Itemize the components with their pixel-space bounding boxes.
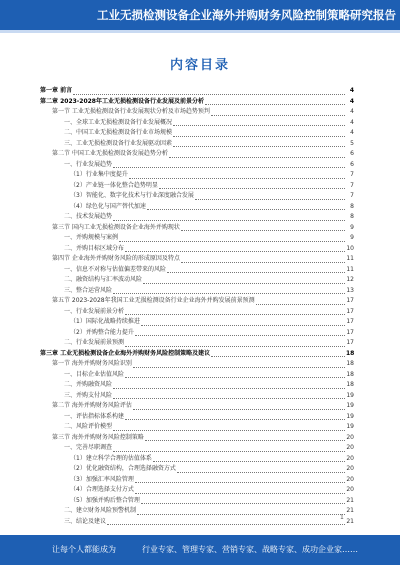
toc-entry[interactable] <box>40 286 354 297</box>
toc-leader-dots <box>125 314 345 315</box>
toc-leader-dots <box>159 188 345 189</box>
toc-entry-title: 一、信息不对称与估值偏差带来的风险 <box>64 265 167 273</box>
toc-entry-page: 12 <box>346 276 354 283</box>
toc-entry[interactable] <box>40 485 354 496</box>
toc-leader-dots <box>211 115 345 116</box>
toc-leader-dots <box>143 283 345 284</box>
toc-entry-title: 二、并购目标区域分布 <box>64 244 125 252</box>
toc-entry-title: （2）优化融资结构，合理选择融资方式 <box>70 465 176 472</box>
toc-entry-title: 第四节 企业海外并购财务风险的形成原因及特点 <box>52 255 180 262</box>
toc-leader-dots <box>181 230 345 231</box>
toc-entry-page: 7 <box>350 181 354 189</box>
toc-entry[interactable] <box>40 380 354 391</box>
toc-entry-title: 二、建立财务风险预警机制 <box>64 507 137 514</box>
toc-entry[interactable] <box>40 370 354 381</box>
toc-entry[interactable] <box>40 307 354 318</box>
toc-entry[interactable] <box>40 359 354 370</box>
toc-leader-dots <box>141 503 345 504</box>
toc-entry-page: 20 <box>346 444 354 451</box>
toc-entry-title: 一、行业发展趋势 <box>64 160 113 168</box>
toc-entry[interactable] <box>40 422 354 433</box>
toc-entry-page: 21 <box>346 496 354 504</box>
toc-entry-page: 18 <box>346 360 354 367</box>
toc-entry-title: 第一章 前言 <box>40 87 73 94</box>
toc-entry-page: 11 <box>346 265 354 273</box>
toc-entry-page: 19 <box>346 423 354 430</box>
toc-entry-title: （5）加强并购后整合管理 <box>70 496 140 504</box>
toc-entry-page: 8 <box>350 213 354 220</box>
toc-entry-page: 17 <box>346 297 354 304</box>
toc-entry[interactable] <box>40 517 354 528</box>
toc-entry-title: 三、工业无损检测设备行业发展驱动因素 <box>64 139 173 147</box>
toc-entry-page: 13 <box>346 286 354 294</box>
toc-entry[interactable] <box>40 244 354 255</box>
toc-entry[interactable] <box>40 496 354 507</box>
toc-entry-page: 21 <box>346 507 354 514</box>
toc-entry-page: 17 <box>346 318 354 325</box>
toc-entry-title: （3）智能化、数字化技术与行业深度融合发展 <box>70 192 194 199</box>
toc-leader-dots <box>153 461 345 462</box>
toc-entry-title: 第一节 海外并购财务风险识别 <box>52 360 132 367</box>
toc-leader-dots <box>135 482 345 483</box>
toc-entry-page: 8 <box>350 202 354 210</box>
toc-leader-dots <box>73 94 345 95</box>
toc-entry[interactable] <box>40 454 354 465</box>
toc-entry-title: （4）合理选择支付方式 <box>70 486 134 493</box>
toc-entry-title: 第二章 2023-2028年工业无损检测设备行业发展及前景分析 <box>40 97 204 105</box>
toc-leader-dots <box>125 251 345 252</box>
toc-entry-page: 19 <box>346 391 354 399</box>
toc-entry-title: 三、整合运营风险 <box>64 286 113 294</box>
toc-entry-page: 17 <box>346 339 354 346</box>
toc-entry-title: 二、并购融资风险 <box>64 381 113 388</box>
toc-entry[interactable] <box>40 191 354 202</box>
footer-slogan: 让每个人都能成为 <box>52 545 116 554</box>
toc-leader-dots <box>107 524 345 525</box>
toc-entry-page: 9 <box>350 223 354 231</box>
header-divider <box>0 30 400 33</box>
toc-entry[interactable] <box>40 506 354 517</box>
toc-entry-title: 二、行业发展前景预测 <box>64 339 125 346</box>
toc-leader-dots <box>113 220 345 221</box>
toc-entry[interactable] <box>40 275 354 286</box>
toc-leader-dots <box>125 419 345 420</box>
toc-leader-dots <box>211 356 345 357</box>
toc-entry[interactable] <box>40 170 354 181</box>
toc-entry-page: 20 <box>346 433 354 441</box>
toc-entry-page: 6 <box>350 160 354 168</box>
toc-entry[interactable] <box>40 149 354 160</box>
toc-leader-dots <box>113 293 345 294</box>
toc-leader-dots <box>135 493 345 494</box>
toc-entry[interactable] <box>40 233 354 244</box>
toc-leader-dots <box>133 367 345 368</box>
toc-entry-page: 19 <box>346 402 354 409</box>
toc-leader-dots <box>147 209 345 210</box>
toc-leader-dots <box>177 472 345 473</box>
toc-entry-title: 二、融资结构与汇率波动风险 <box>64 276 143 283</box>
toc-entry-page: 17 <box>346 307 354 315</box>
toc-leader-dots <box>205 104 345 105</box>
toc-leader-dots <box>135 335 345 336</box>
toc-entry-page: 4 <box>350 118 354 126</box>
toc-entry[interactable] <box>40 139 354 150</box>
toc-entry[interactable] <box>40 475 354 486</box>
footer-tagline: 行业专家、管理专家、营销专家、战略专家、成功企业家…… <box>142 545 358 554</box>
page-number: 1 <box>340 514 344 521</box>
toc-entry-title: 二、技术发展趋势 <box>64 213 113 220</box>
toc-entry[interactable] <box>40 401 354 412</box>
toc-entry[interactable] <box>40 181 354 192</box>
toc-entry-title: 第二节 海外并购财务风险评估 <box>52 402 132 409</box>
toc-entry-title: 二、中国工业无损检测设备行业市场规模 <box>64 129 173 136</box>
toc-entry-page: 10 <box>346 244 354 252</box>
toc-entry[interactable] <box>40 118 354 129</box>
toc-entry[interactable] <box>40 107 354 118</box>
toc-entry-page: 4 <box>349 97 354 105</box>
toc-entry-page: 20 <box>346 465 354 472</box>
toc-leader-dots <box>125 377 345 378</box>
toc-entry-title: 第三节 海外并购财务风险控制策略 <box>52 433 144 441</box>
toc-entry-title: （2）产业链一体化整合趋势明显 <box>70 181 158 189</box>
toc-entry-title: 二、风险评价模型 <box>64 423 113 430</box>
toc-entry-page: 9 <box>350 234 354 241</box>
toc-leader-dots <box>141 325 345 326</box>
toc-entry-page: 11 <box>346 255 354 262</box>
toc-entry[interactable] <box>40 128 354 139</box>
toc-entry[interactable] <box>40 223 354 234</box>
toc-leader-dots <box>113 430 345 431</box>
toc-leader-dots <box>173 136 345 137</box>
toc-entry[interactable] <box>40 317 354 328</box>
toc-entry-page: 19 <box>346 412 354 420</box>
toc-entry[interactable] <box>40 412 354 423</box>
toc-entry[interactable] <box>40 338 354 349</box>
toc-entry-title: 第二节 中国工业无损检测设备发展趋势分析 <box>52 150 168 157</box>
toc-entry-title: 第三节 国内工业无损检测设备企业海外并购现状 <box>52 223 180 231</box>
toc-entry[interactable] <box>40 160 354 171</box>
toc-leader-dots <box>167 272 345 273</box>
toc-leader-dots <box>113 167 345 168</box>
toc-leader-dots <box>125 346 345 347</box>
toc-entry-page: 7 <box>350 192 354 199</box>
toc-entry-title: （1）建立科学合理的估值体系 <box>70 454 152 462</box>
toc-entry[interactable] <box>40 391 354 402</box>
toc-entry-title: 第五节 2023-2028年我国工业无损检测设备行业企业海外并购发展前景预测 <box>52 297 255 304</box>
toc-entry[interactable] <box>40 464 354 475</box>
toc-entry[interactable] <box>40 433 354 444</box>
toc-entry-title: 一、并购规模与案例 <box>64 234 119 241</box>
toc-leader-dots <box>113 388 345 389</box>
toc-entry[interactable] <box>40 97 354 108</box>
toc-leader-dots <box>195 199 345 200</box>
toc-entry-page: 18 <box>346 381 354 388</box>
toc-entry-title: （4）绿色化与国产替代加速 <box>70 202 146 210</box>
report-header-bar <box>0 0 400 30</box>
toc-entry-page: 4 <box>350 129 354 136</box>
toc-entry-title: （1）行业集中度提升 <box>70 171 128 178</box>
toc-leader-dots <box>256 304 345 305</box>
toc-entry-title: 一、完善尽职调查 <box>64 444 113 451</box>
toc-entry-page: 18 <box>346 370 354 378</box>
toc-entry[interactable] <box>40 349 354 360</box>
toc-leader-dots <box>169 157 345 158</box>
toc-entry-title: 一、全球工业无损检测设备行业发展概况 <box>64 118 173 126</box>
toc-leader-dots <box>137 514 345 515</box>
toc-entry-page: 7 <box>350 171 354 178</box>
toc-entry[interactable] <box>40 202 354 213</box>
toc-entry-title: 三、结论及建议 <box>64 517 107 525</box>
toc-leader-dots <box>113 451 345 452</box>
toc-entry[interactable] <box>40 254 354 265</box>
toc-leader-dots <box>119 241 345 242</box>
report-title: 工业无损检测设备企业海外并购财务风险控制策略研究报告 <box>97 8 396 22</box>
toc-leader-dots <box>133 409 345 410</box>
toc-entry-page: 4 <box>349 87 354 94</box>
toc-leader-dots <box>129 178 345 179</box>
toc-entry-title: （2）并购整合能力提升 <box>70 328 134 336</box>
toc-entry[interactable] <box>40 443 354 454</box>
toc-leader-dots <box>173 125 345 126</box>
toc-entry-page: 4 <box>350 108 354 115</box>
toc-entry-page: 21 <box>346 517 354 525</box>
toc-entry[interactable] <box>40 296 354 307</box>
footer-bar <box>0 535 400 565</box>
toc-entry-page: 20 <box>346 475 354 483</box>
toc-entry-page: 18 <box>346 349 354 357</box>
toc-entry-title: 第一节 工业无损检测设备行业发展现状分析及市场趋势预判 <box>52 108 210 115</box>
toc-entry-page: 5 <box>350 139 354 147</box>
toc-entry-page: 17 <box>346 328 354 336</box>
toc-leader-dots <box>181 262 345 263</box>
toc-entry[interactable] <box>40 212 354 223</box>
toc-leader-dots <box>113 398 345 399</box>
toc-entry[interactable] <box>40 265 354 276</box>
toc-entry-title: 一、评估指标体系构建 <box>64 412 125 420</box>
toc-entry-title: （3）加强汇率风险管理 <box>70 475 134 483</box>
toc-entry-page: 6 <box>350 150 354 157</box>
toc-entry-title: 一、行业发展前景分析 <box>64 307 125 315</box>
toc-entry-page: 20 <box>346 486 354 493</box>
toc-leader-dots <box>173 146 345 147</box>
toc-entry-title: （1）国际化战略持续推进 <box>70 318 140 325</box>
toc-entry-title: 第三章 工业无损检测设备企业海外并购财务风险控制策略及建议 <box>40 349 211 357</box>
toc-entry[interactable] <box>40 86 354 97</box>
toc-entry-title: 一、目标企业估值风险 <box>64 370 125 378</box>
toc-leader-dots <box>145 440 345 441</box>
toc-entry[interactable] <box>40 328 354 339</box>
toc-heading: 内容目录 <box>169 58 230 73</box>
table-of-contents <box>40 86 354 527</box>
toc-entry-title: 三、并购支付风险 <box>64 391 113 399</box>
toc-entry-page: 20 <box>346 454 354 462</box>
